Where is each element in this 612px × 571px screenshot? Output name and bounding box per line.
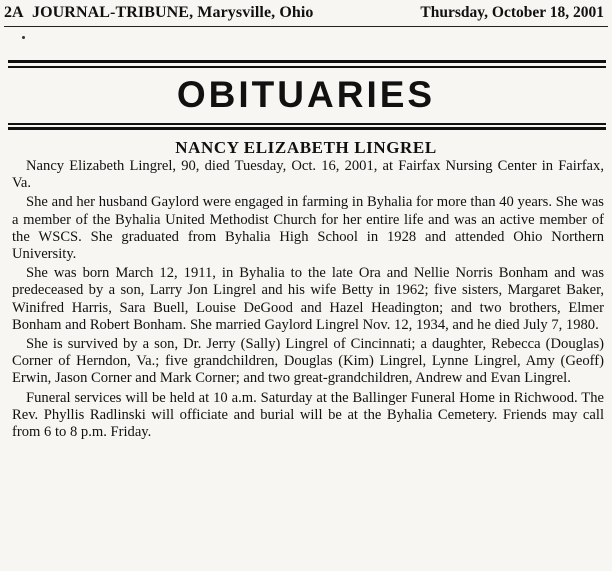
obituary-paragraph: Nancy Elizabeth Lingrel, 90, died Tuesday, Oct. 16, 2001, at Fairfax Nursing Center in Fairfax, Va. [12, 158, 604, 192]
section-rule-top-inner [8, 66, 606, 68]
section-rule-top-outer [8, 60, 606, 63]
section-rule-bottom-inner [8, 123, 606, 125]
obituary-paragraph: She is survived by a son, Dr. Jerry (Sally) Lingrel of Cincinnati; a daughter, Rebecca (Douglas) Corner of Herndon, Va.; five grandchildren, Douglas (Kim) Lingrel, Lynne Lingrel, Amy (Geoff) Erwin, Jason Corner and Mark Corner; and two great-grandchildren, Andrew and Evan Lingrel. [12, 336, 604, 387]
obituary-paragraph: She and her husband Gaylord were engaged in farming in Byhalia for more than 40 years. She was a member of the Byhalia United Methodist Church for her entire life and was an active member of the WSCS. She graduated from Byhalia High School in 1928 and attended Ohio Northern University. [12, 194, 604, 263]
print-speck [22, 36, 25, 39]
obituary-name: NANCY ELIZABETH LINGREL [175, 138, 437, 157]
paper-name: JOURNAL-TRIBUNE, [32, 4, 194, 21]
obituary-paragraph: Funeral services will be held at 10 a.m. Saturday at the Ballinger Funeral Home in Richwood. The Rev. Phyllis Radlinski will officiate and burial will be at the Byhalia Cemetery. Friends may call from 6 to 8 p.m. Friday. [12, 389, 604, 441]
obituary-body [12, 158, 604, 443]
paper-city: Marysville, Ohio [197, 4, 314, 21]
issue-date: Thursday, October 18, 2001 [420, 4, 604, 21]
masthead [32, 3, 314, 23]
page-number: 2A [4, 4, 24, 21]
header-divider [4, 26, 608, 27]
section-rule-bottom-outer [8, 127, 606, 130]
page-header [4, 3, 608, 23]
obituary-paragraph: She was born March 12, 1911, in Byhalia to the late Ora and Nellie Norris Bonham and was predeceased by a son, Larry Jon Lingrel and his wife Betty in 1962; five sisters, Margaret Baker, Winifred Harris, Sara Buell, Louise DeGood and Hazel Headington; and two brothers, Elmer Bonham and Robert Bonham. She married Gaylord Lingrel Nov. 12, 1934, and he died July 7, 1980. [12, 265, 604, 333]
section-title: OBITUARIES [176, 74, 436, 115]
